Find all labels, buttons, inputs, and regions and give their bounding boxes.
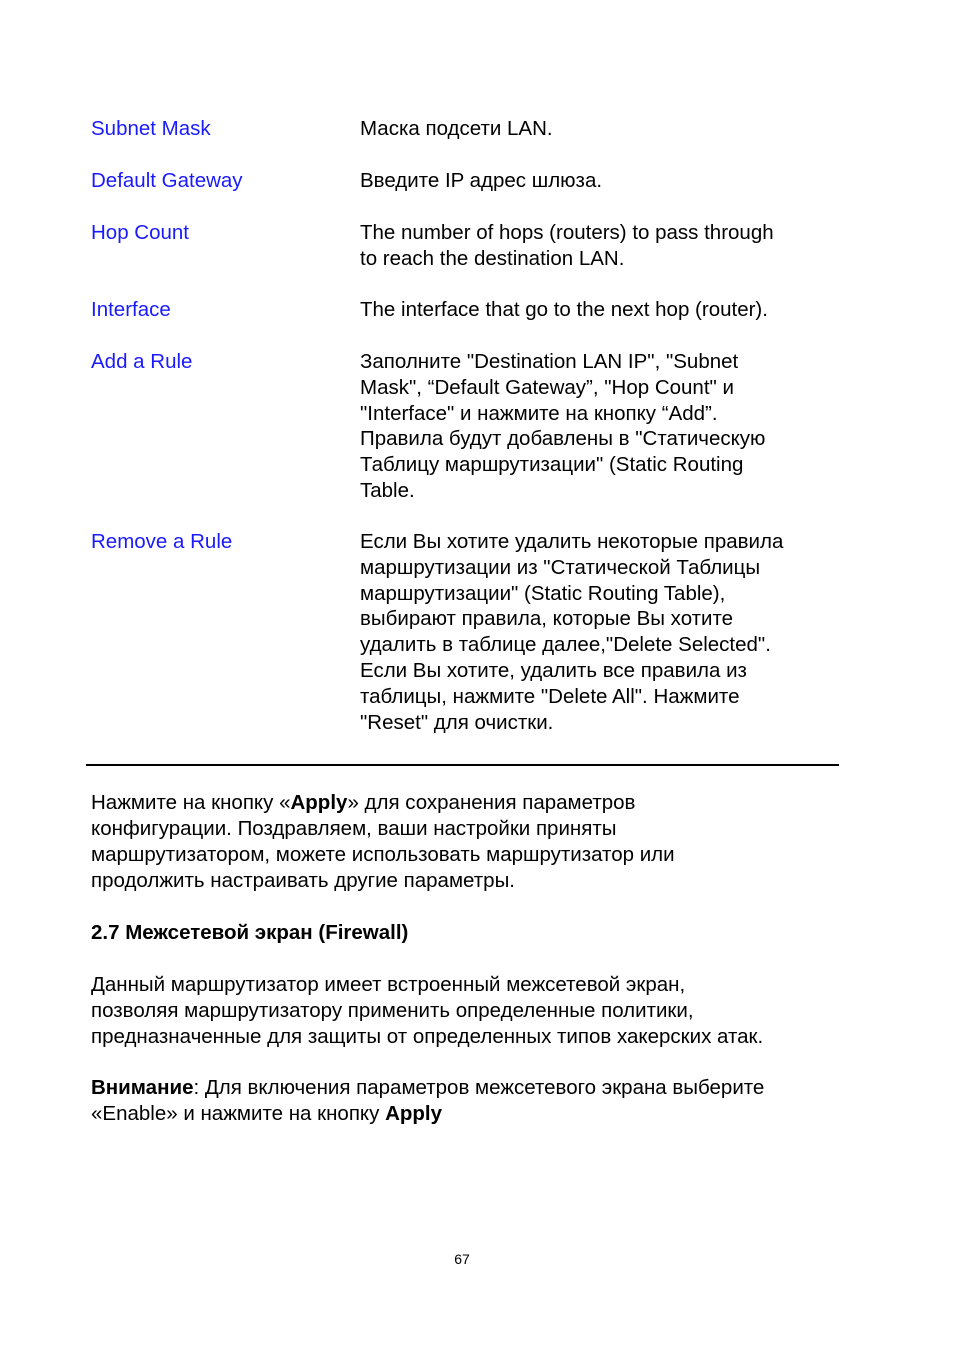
description-add-a-rule: Заполните "Destination LAN IP", "Subnet Mask", “Default Gateway”, "Hop Count" и "Interface" и нажмите на кнопку “Add”. Правила будут добавлены в "Статическую Таблицу маршрутизации" (Static Routing Table. [360, 350, 766, 502]
apply-paragraph-intro: Нажмите на кнопку « [91, 791, 291, 814]
term-default-gateway: Default Gateway [91, 169, 243, 192]
description-hop-count: The number of hops (routers) to pass through to reach the destination LAN. [360, 221, 774, 270]
note-paragraph [91, 1075, 851, 1127]
section-heading: 2.7 Межсетевой экран (Firewall) [91, 921, 409, 944]
term-hop-count: Hop Count [91, 221, 190, 244]
description-interface: The interface that go to the next hop (router). [360, 298, 768, 321]
term-remove-a-rule: Remove a Rule [91, 530, 233, 553]
term-add-a-rule: Add a Rule [91, 350, 193, 373]
term-subnet-mask: Subnet Mask [91, 117, 211, 140]
horizontal-divider [86, 764, 839, 766]
firewall-paragraph: Данный маршрутизатор имеет встроенный межсетевой экран, позволяя маршрутизатору применить определенные политики, предназначенные для защиты от определенных типов хакерских атак. [91, 973, 764, 1048]
apply-paragraph-rest: » для сохранения параметров конфигурации. Поздравляем, ваши настройки приняты маршрутизатором, можете использовать маршрутизатор или продолжить настраивать другие параметры. [91, 791, 675, 892]
apply-keyword: Apply [290, 791, 348, 814]
description-remove-a-rule: Если Вы хотите удалить некоторые правила маршрутизации из "Статической Таблицы маршрутизации" (Static Routing Table), выбирают правила, которые Вы хотите удалить в таблице далее,"Delete Selected". Если Вы хотите, удалить все правила из таблицы, нажмите "Delete All". Нажмите "Reset" для очистки. [360, 530, 784, 734]
note-label: Внимание [91, 1076, 194, 1099]
note-apply-keyword: Apply [385, 1102, 443, 1125]
apply-paragraph [91, 790, 851, 894]
description-default-gateway: Введите IP адрес шлюза. [360, 169, 603, 192]
term-interface: Interface [91, 298, 171, 321]
page-number: 67 [454, 1251, 470, 1267]
note-text: : Для включения параметров межсетевого экрана выберите «Enable» и нажмите на кнопку [91, 1076, 765, 1125]
description-subnet-mask: Маска подсети LAN. [360, 117, 553, 140]
